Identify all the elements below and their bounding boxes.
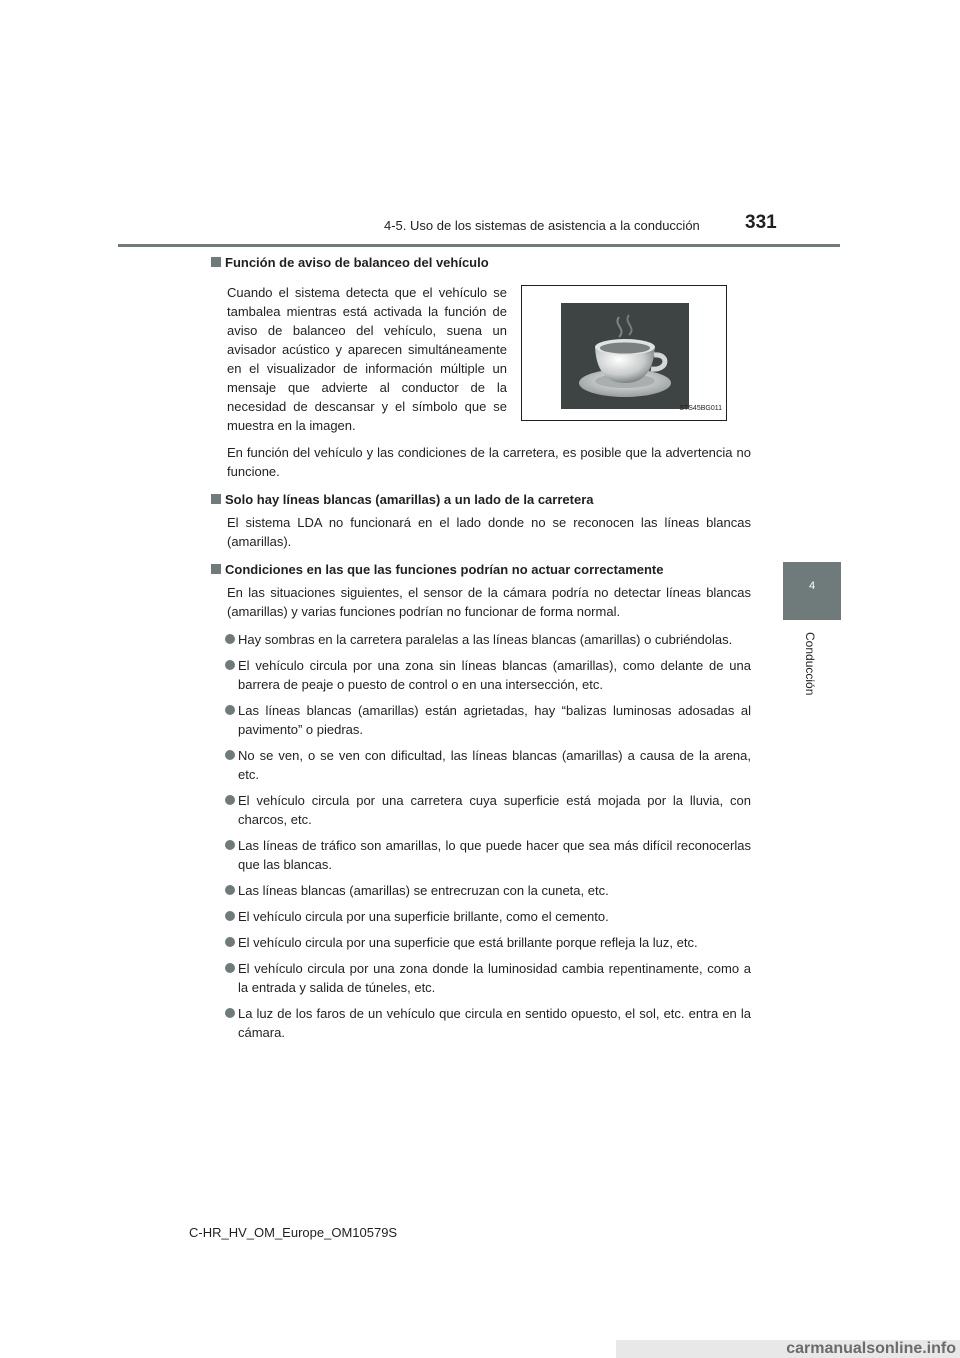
paragraph: En las situaciones siguientes, el sensor de la cámara podría no detectar líneas blancas (amarillas) y varias funciones podrían no funcionar de forma normal. — [227, 585, 751, 619]
list-item: La luz de los faros de un vehículo que circula en sentido opuesto, el sol, etc. entra en la cámara. — [211, 1004, 751, 1042]
list-item: Hay sombras en la carretera paralelas a las líneas blancas (amarillas) o cubriéndolas. — [211, 630, 751, 649]
display-screen — [561, 303, 689, 409]
paragraph: El sistema LDA no funcionará en el lado donde no se reconocen las líneas blancas (amarillas). — [227, 515, 751, 549]
page-number: 331 — [745, 212, 777, 233]
footer-code: C-HR_HV_OM_Europe_OM10579S — [189, 1225, 398, 1240]
list-item: Las líneas de tráfico son amarillas, lo que puede hacer que sea más difícil reconocerlas que las blancas. — [211, 836, 751, 874]
section-heading: Solo hay líneas blancas (amarillas) a un lado de la carretera — [211, 490, 751, 509]
round-bullet-icon — [225, 885, 235, 895]
page-content — [211, 253, 751, 1049]
round-bullet-icon — [225, 705, 235, 715]
figure — [521, 285, 727, 421]
section-heading: Condiciones en las que las funciones podrían no actuar correctamente — [211, 560, 751, 579]
header-rule — [118, 244, 840, 247]
list-item: Las líneas blancas (amarillas) se entrecruzan con la cuneta, etc. — [211, 881, 751, 900]
list-item: El vehículo circula por una carretera cuya superficie está mojada por la lluvia, con charcos, etc. — [211, 791, 751, 829]
square-bullet-icon — [211, 494, 221, 504]
round-bullet-icon — [225, 840, 235, 850]
list-item: El vehículo circula por una zona sin líneas blancas (amarillas), como delante de una barrera de peaje o puesto de control o en una intersección, etc. — [211, 656, 751, 694]
watermark[interactable]: carmanualsonline.info — [616, 1340, 960, 1358]
header-title: 4-5. Uso de los sistemas de asistencia a la conducción — [384, 218, 700, 233]
list-item: Las líneas blancas (amarillas) están agrietadas, hay “balizas luminosas adosadas al pavimento” o piedras. — [211, 701, 751, 739]
chapter-label — [803, 632, 819, 772]
intro-text: Cuando el sistema detecta que el vehículo se tambalea mientras está activada la función de aviso de balanceo del vehículo, suena un avisador acústico y aparecen simultáneamente en el visualizador de información múltiple un mensaje que advierte al conductor de la necesidad de descansar y el símbolo que se muestra en la imagen. — [227, 285, 507, 433]
coffee-cup-icon — [561, 303, 689, 409]
list-item: No se ven, o se ven con dificultad, las líneas blancas (amarillas) a causa de la arena, etc. — [211, 746, 751, 784]
round-bullet-icon — [225, 963, 235, 973]
list-item: El vehículo circula por una superficie brillante, como el cemento. — [211, 907, 751, 926]
square-bullet-icon — [211, 257, 221, 267]
round-bullet-icon — [225, 937, 235, 947]
list-item: El vehículo circula por una superficie que está brillante porque refleja la luz, etc. — [211, 933, 751, 952]
chapter-number: 4 — [808, 580, 816, 592]
round-bullet-icon — [225, 750, 235, 760]
section-heading: Función de aviso de balanceo del vehículo — [211, 253, 751, 272]
chapter-tab[interactable] — [783, 562, 841, 620]
chapter-label-text: Conducción — [803, 632, 817, 696]
figure-code: STS45BG011 — [679, 405, 722, 412]
round-bullet-icon — [225, 795, 235, 805]
list-item: El vehículo circula por una zona donde la luminosidad cambia repentinamente, como a la entrada y salida de túneles, etc. — [211, 959, 751, 997]
round-bullet-icon — [225, 911, 235, 921]
round-bullet-icon — [225, 660, 235, 670]
round-bullet-icon — [225, 634, 235, 644]
paragraph: En función del vehículo y las condiciones de la carretera, es posible que la advertencia no funcione. — [227, 445, 751, 479]
round-bullet-icon — [225, 1008, 235, 1018]
intro-block — [227, 283, 751, 435]
square-bullet-icon — [211, 564, 221, 574]
